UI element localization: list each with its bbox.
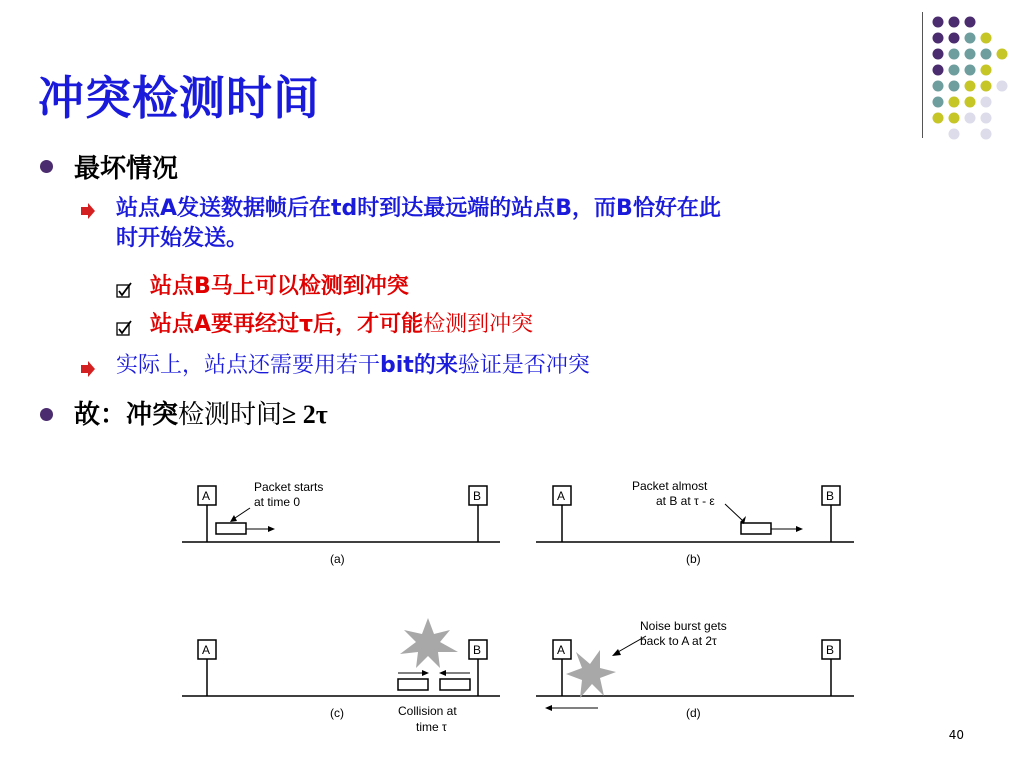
bullet-station-a-detects-bold: 站点A要再经过τ后，才可能 bbox=[150, 312, 424, 337]
arrowhead-icon bbox=[422, 670, 429, 676]
bullet-station-b-detects: 站点B马上可以检测到冲突 bbox=[150, 274, 409, 299]
panel-d-note-1: Noise burst gets bbox=[640, 619, 727, 633]
noise-burst-icon bbox=[400, 618, 458, 668]
panel-d-station-a: A bbox=[557, 643, 566, 657]
bullet-therefore-c: ≥ 2τ bbox=[282, 400, 328, 429]
bullet-therefore-b: 检测时间 bbox=[178, 400, 283, 430]
panel-b-note-2: at B at τ - ε bbox=[656, 494, 715, 508]
panel-c-caption: (c) bbox=[330, 706, 344, 720]
panel-a-note-2: at time 0 bbox=[254, 495, 301, 509]
arrowhead-icon bbox=[612, 649, 621, 656]
panel-c-note-1: Collision at bbox=[398, 704, 457, 718]
arrowhead-icon bbox=[796, 526, 803, 532]
bullet-station-a-detects-normal: 检测到冲突 bbox=[423, 312, 534, 337]
arrowhead-icon bbox=[268, 526, 275, 532]
bullet-station-a-sends-line2: 时开始发送。 bbox=[116, 226, 249, 251]
panel-b-note-1: Packet almost bbox=[632, 479, 708, 493]
arrowhead-icon bbox=[545, 705, 552, 711]
panel-b-station-b: B bbox=[826, 489, 835, 503]
panel-a-note-1: Packet starts bbox=[254, 480, 324, 494]
bullet-worst-case: 最坏情况 bbox=[74, 154, 179, 184]
arrowhead-icon bbox=[230, 515, 237, 522]
bullet-verify-bits-b: bit的来 bbox=[380, 353, 458, 378]
panel-d-caption: (d) bbox=[686, 706, 701, 720]
panel-b-station-a: A bbox=[557, 489, 566, 503]
panel-b-caption: (b) bbox=[686, 552, 701, 566]
bullet-verify-bits-c: 验证是否冲突 bbox=[457, 353, 590, 378]
panel-c-note-2: time τ bbox=[416, 720, 447, 734]
page-number: 40 bbox=[948, 728, 964, 742]
bullet-therefore-a: 故：冲突 bbox=[74, 400, 179, 430]
panel-a-station-a: A bbox=[202, 489, 211, 503]
panel-c-station-a: A bbox=[202, 643, 211, 657]
panel-d-station-b: B bbox=[826, 643, 835, 657]
panel-a-station-b: B bbox=[473, 489, 482, 503]
noise-burst-icon bbox=[566, 650, 616, 698]
bullet-verify-bits-a: 实际上，站点还需要用若干 bbox=[116, 353, 381, 378]
panel-c-station-b: B bbox=[473, 643, 482, 657]
arrowhead-icon bbox=[439, 670, 446, 676]
bullet-station-a-sends-line1: 站点A发送数据帧后在td时到达最远端的站点B，而B恰好在此 bbox=[116, 196, 721, 221]
panel-d-note-2: back to A at 2τ bbox=[640, 634, 717, 648]
panel-a-caption: (a) bbox=[330, 552, 345, 566]
slide-title: 冲突检测时间 bbox=[38, 71, 320, 125]
